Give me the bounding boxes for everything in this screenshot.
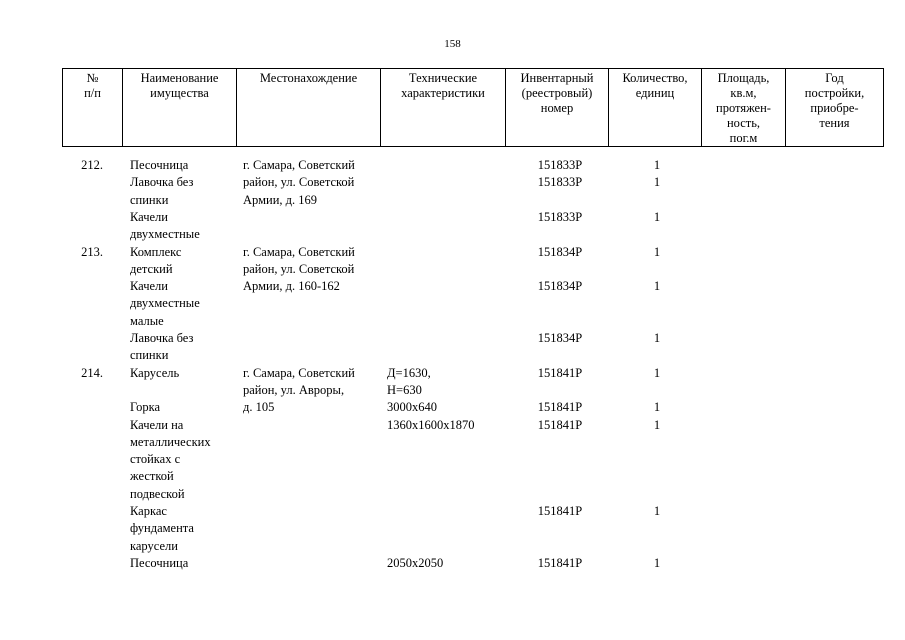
location-line: район, ул. Авроры,: [243, 382, 345, 397]
item-name-line: стойках с: [130, 452, 181, 467]
item-name-line: металлических: [130, 434, 211, 449]
location-line: д. 105: [243, 400, 275, 415]
item-name-line: спинки: [130, 192, 169, 207]
technical-spec-line: 1360х1600х1870: [387, 417, 475, 432]
quantity: 1: [653, 365, 661, 380]
item-name-line: спинки: [130, 348, 169, 363]
item-name-line: карусели: [130, 538, 178, 553]
item-name-line: Лавочка без: [130, 175, 194, 190]
location-line: район, ул. Советской: [243, 261, 355, 276]
quantity: 1: [653, 331, 661, 345]
inventory-number: 151841Р: [537, 417, 583, 432]
item-name-line: жесткой: [130, 469, 174, 484]
item-name-line: Песочница: [130, 158, 189, 172]
inventory-number: 151834Р: [537, 244, 583, 259]
header-area: Площадь, кв.м, протяжен- ность, пог.м: [702, 69, 786, 147]
inventory-number: 151834Р: [537, 279, 583, 294]
row-number: 213.: [81, 244, 103, 259]
item-name-line: фундамента: [130, 521, 194, 536]
item-name-line: Карусель: [130, 365, 180, 380]
technical-spec-line: Н=630: [387, 382, 422, 397]
inventory-number: 151841Р: [537, 555, 583, 570]
item-name-line: малые: [130, 313, 164, 328]
location-line: Армии, д. 160-162: [243, 279, 340, 294]
row-number: 212.: [81, 158, 103, 172]
item-name-line: двухместные: [130, 227, 200, 242]
quantity: 1: [653, 555, 661, 570]
inventory-number: 151841Р: [537, 400, 583, 415]
inventory-number: 151841Р: [537, 365, 583, 380]
item-name-line: подвеской: [130, 486, 185, 501]
item-name-line: Качели на: [130, 417, 184, 432]
location-line: Армии, д. 169: [243, 192, 317, 207]
header-number: № п/п: [63, 69, 123, 147]
technical-spec-line: 3000х640: [387, 400, 437, 415]
header-name: Наименование имущества: [123, 69, 237, 147]
inventory-number: 151833Р: [537, 158, 583, 172]
quantity: 1: [653, 400, 661, 415]
item-name-line: Песочница: [130, 555, 189, 570]
location-line: г. Самара, Советский: [243, 244, 355, 259]
header-location: Местонахождение: [237, 69, 381, 147]
item-name-line: двухместные: [130, 296, 200, 311]
inventory-number: 151834Р: [537, 331, 583, 345]
quantity: 1: [653, 504, 661, 518]
item-name-line: Лавочка без: [130, 331, 194, 345]
inventory-number: 151833Р: [537, 175, 583, 190]
quantity: 1: [653, 158, 661, 172]
item-name-line: Горка: [130, 400, 161, 415]
quantity: 1: [653, 417, 661, 432]
header-inventory: Инвентарный (реестровый) номер: [506, 69, 609, 147]
location-line: г. Самара, Советский: [243, 158, 355, 172]
quantity: 1: [653, 209, 661, 224]
item-name-line: Качели: [130, 209, 168, 224]
header-technical: Технические характеристики: [381, 69, 506, 147]
item-name-line: Комплекс: [130, 244, 182, 259]
quantity: 1: [653, 175, 661, 190]
header-quantity: Количество, единиц: [609, 69, 702, 147]
technical-spec-line: Д=1630,: [387, 365, 431, 380]
item-name-line: Качели: [130, 279, 168, 294]
location-line: г. Самара, Советский: [243, 365, 355, 380]
inventory-number: 151841Р: [537, 504, 583, 518]
item-name-line: детский: [130, 261, 173, 276]
item-name-line: Каркас: [130, 504, 167, 518]
quantity: 1: [653, 244, 661, 259]
row-number: 214.: [81, 365, 103, 380]
inventory-number: 151833Р: [537, 209, 583, 224]
technical-spec-line: 2050х2050: [387, 555, 444, 570]
header-year: Год постройки, приобре- тения: [786, 69, 884, 147]
location-line: район, ул. Советской: [243, 175, 355, 190]
quantity: 1: [653, 279, 661, 294]
page-number: 158: [444, 38, 461, 50]
